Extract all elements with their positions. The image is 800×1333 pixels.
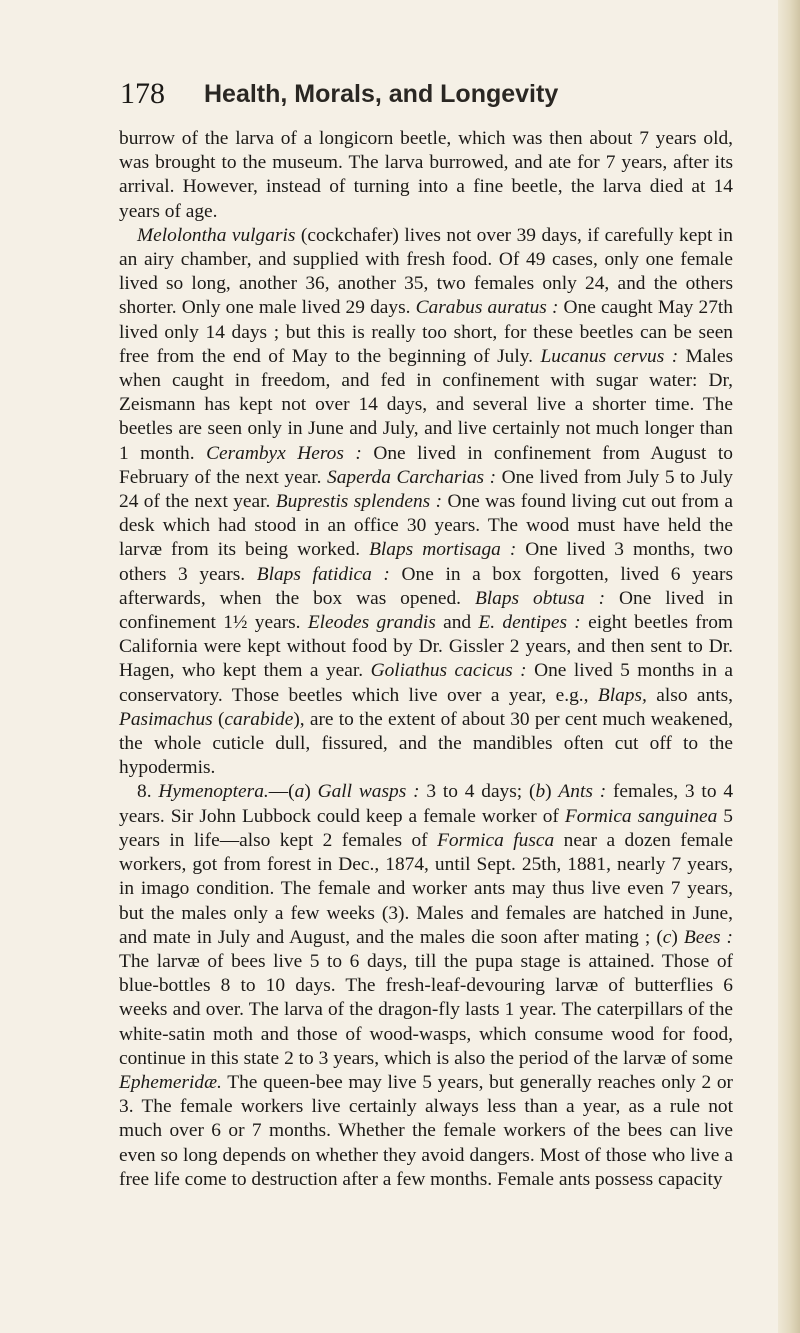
body-text	[119, 127, 733, 1192]
species-name: Pasimachus	[119, 708, 213, 730]
species-name: Blaps obtusa :	[474, 587, 606, 609]
text-run: eight beetles from California were kept without food by Dr. Gissler 2 years, and then sent to Dr. Hagen, who kept them a year.	[119, 612, 733, 682]
text-run: )	[671, 926, 684, 948]
text-run: near a dozen female workers, got from forest in Dec., 1874, until Sept. 25th, 1881, nearly 7 years, in imago condition. The female and worker ants may thus live even 7 years, but the males only a few weeks (3). Males and females are hatched in June, and mate in July and August, and the males die soon after mating ; (	[119, 829, 733, 948]
text-run: ), are to the extent of about 30 per cent much weakened, the whole cuticle dull, fissured, and the mandibles often cut off to the hypodermis.	[119, 708, 733, 779]
text-run: 3 to 4 days; (	[419, 781, 536, 803]
text-run: One in a box forgotten, lived 6 years afterwards, when the box was opened.	[119, 563, 733, 609]
species-name: Bees :	[683, 926, 733, 948]
page-edge-shadow	[778, 0, 800, 1333]
species-name: Formica fusca	[437, 829, 555, 851]
section-heading: Hymenoptera.	[158, 781, 269, 803]
species-name: Blaps,	[597, 684, 647, 706]
text-run: 5 years in life—also kept 2 females of	[119, 805, 734, 851]
species-name: Formica sanguinea	[564, 805, 718, 827]
list-marker: a	[294, 781, 305, 803]
text-run: One was found living cut out from a desk which had stood in an office 30 years. The wood must have held the larvæ from its being worked.	[119, 491, 733, 561]
text-run: )	[545, 781, 559, 803]
text-run: The queen-bee may live 5 years, but generally reaches only 2 or 3. The female workers live certainly always less than a year, as a rule not much over 6 or 7 months. Whether the female workers of the bees can live even so long depends on whether they avoid dangers. Most of those who live a free life come to destruction after a few months. Female ants possess capacity	[119, 1071, 733, 1190]
running-title: Health, Morals, and Longevity	[204, 80, 559, 108]
species-name: Eleodes grandis	[307, 612, 436, 634]
running-header	[120, 74, 740, 114]
species-name: Saperda Carcharias :	[327, 466, 497, 488]
species-name: Carabus auratus :	[415, 297, 559, 319]
species-name: Ants :	[558, 781, 607, 803]
paragraph-1	[119, 127, 733, 224]
text-run: (	[212, 708, 225, 730]
species-name: Lucanus cervus :	[540, 345, 679, 367]
text-run: )	[304, 781, 318, 803]
text-run: —(	[268, 781, 295, 803]
text-run: The larvæ of bees live 5 to 6 days, till the pupa stage is attained. Those of blue-bottles 8 to 10 days. The fresh-leaf-devouring larvæ of butterflies 6 weeks and over. The larva of the dragon-fly lasts 1 year. The caterpillars of the white-satin moth and those of wood-wasps, which consume wood for food, continue in this state 2 to 3 years, which is also the period of the larvæ of some	[119, 950, 733, 1069]
text-run: One lived in confinement 1½ years.	[119, 587, 734, 634]
species-name: Blaps fatidica :	[256, 563, 390, 585]
species-name: Buprestis splendens :	[275, 491, 443, 513]
text-run: and	[435, 612, 479, 634]
species-name: Blaps mortisaga :	[369, 539, 517, 561]
list-marker: c	[662, 926, 672, 948]
species-name: Cerambyx Heros :	[206, 442, 362, 464]
species-name: Melolontha vulgaris	[137, 224, 296, 246]
text-run: females, 3 to 4 years. Sir John Lubbock could keep a female worker of	[119, 781, 734, 827]
paragraph-2	[119, 224, 733, 781]
text-run: One lived 3 months, two others 3 years.	[119, 539, 733, 585]
list-marker: b	[535, 781, 546, 803]
text-run: One lived 5 months in a conservatory. Those beetles which live over a year, e.g.,	[119, 660, 734, 706]
text-run: Males when caught in freedom, and fed in confinement with sugar water: Dr, Zeismann has kept not over 14 days, and several live a shorter time. The beetles are seen only in June and July, and live certainly not much longer than 1 month.	[119, 345, 733, 464]
paragraph-3	[119, 780, 733, 1191]
text-run: One lived in confinement from August to February of the next year.	[119, 442, 733, 488]
species-name: Ephemeridæ.	[119, 1071, 222, 1093]
text-run: One caught May 27th lived only 14 days ; but this is really too short, for these beetles can be seen free from the end of May to the beginning of July.	[119, 297, 733, 367]
species-name: Goliathus cacicus :	[370, 660, 527, 682]
species-name: carabide	[224, 708, 294, 730]
species-name: Gall wasps :	[317, 781, 420, 803]
page-number: 178	[120, 77, 165, 110]
text-run: (cockchafer) lives not over 39 days, if carefully kept in an airy chamber, and supplied with fresh food. Of 49 cases, only one female lived so long, another 36, another 35, two females only 24, and the others shorter. Only one male lived 29 days.	[119, 224, 733, 319]
text-run: One lived from July 5 to July 24 of the next year.	[119, 466, 733, 513]
text-run: also ants,	[646, 684, 733, 706]
text-run: 8.	[137, 781, 159, 803]
text-run: burrow of the larva of a longicorn beetle, which was then about 7 years old, was brought to the museum. The larva burrowed, and ate for 7 years, after its arrival. However, instead of turning into a fine beetle, the larva died at 14 years of age.	[119, 128, 733, 222]
species-name: E. dentipes :	[478, 612, 581, 634]
